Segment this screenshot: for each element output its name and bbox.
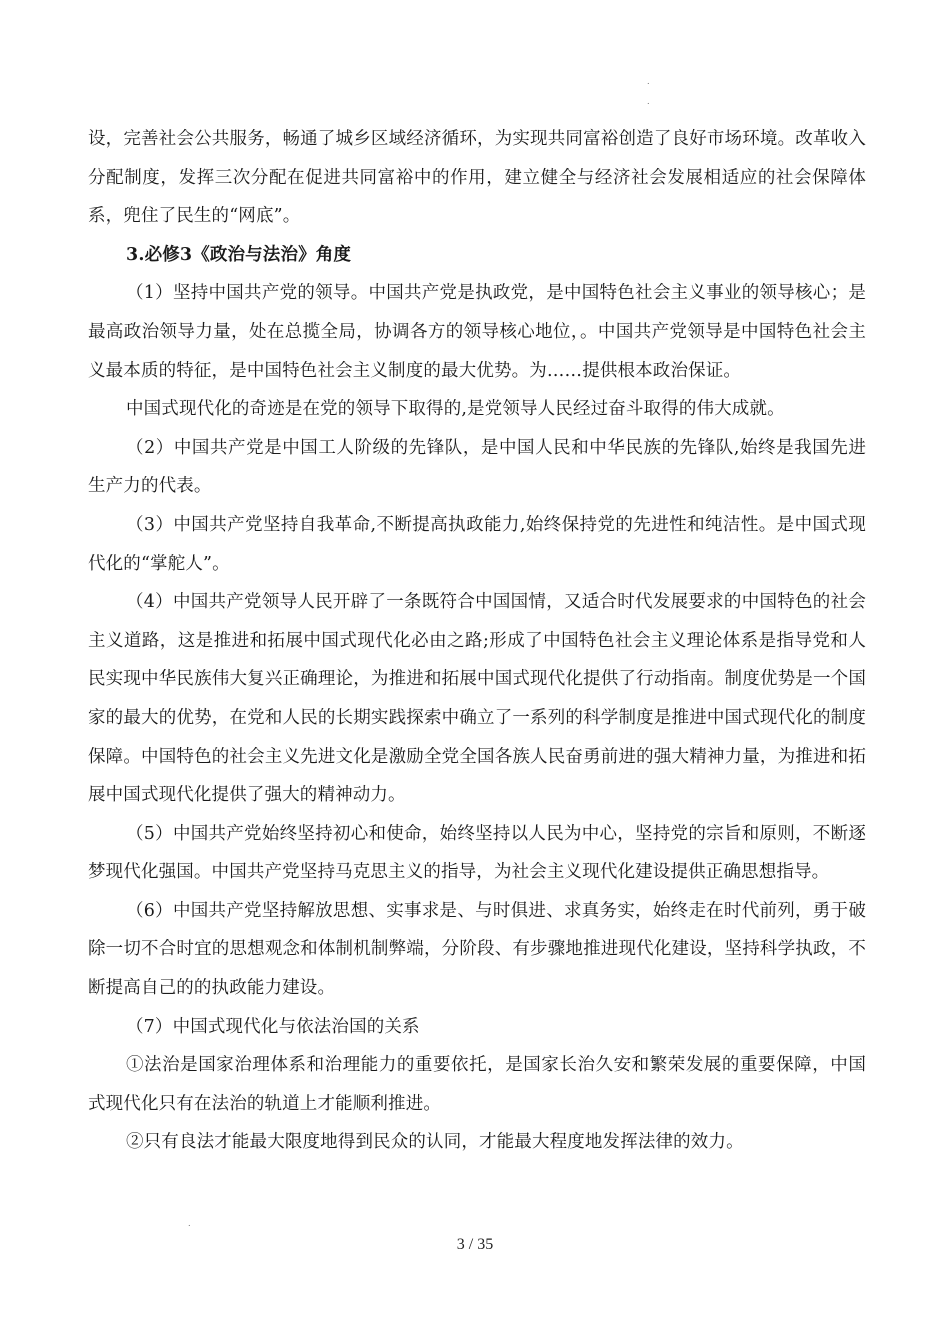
paragraph: （7）中国式现代化与依法治国的关系 <box>126 1016 420 1037</box>
paragraph: （5）中国共产党始终坚持初心和使命，始终坚持以人民为中心，坚持党的宗旨和原则，不断逐梦现代化强国。中国共产党坚持马克思主义的指导，为社会主义现代化建设提供正确思想指导。 <box>88 823 866 883</box>
paragraph: ②只有良法才能最大限度地得到民众的认同，才能最大程度地发挥法律的效力。 <box>126 1132 744 1153</box>
paragraph: 中国式现代化的奇迹是在党的领导下取得的,是党领导人民经过奋斗取得的伟大成就。 <box>126 399 785 420</box>
paragraph: （6）中国共产党坚持解放思想、实事求是、与时俱进、求真务实，始终走在时代前列，勇于破除一切不合时宜的思想观念和体制机制弊端，分阶段、有步骤地推进现代化建设，坚持科学执政，不断提高自己的的执政能力建设。 <box>88 900 866 999</box>
section-heading: 3.必修3《政治与法治》角度 <box>126 244 352 265</box>
paragraph-continuation: 设，完善社会公共服务，畅通了城乡区域经济循环，为实现共同富裕创造了良好市场环境。改革收入分配制度，发挥三次分配在促进共同富裕中的作用，建立健全与经济社会发展相适应的社会保障体系，兜住了民生的“网底”。 <box>88 129 866 227</box>
page-number: 3 / 35 <box>456 1236 494 1253</box>
corner-mark-top-1: . <box>647 77 650 86</box>
paragraph: （2）中国共产党是中国工人阶级的先锋队，是中国人民和中华民族的先锋队,始终是我国先进生产力的代表。 <box>88 437 866 497</box>
corner-mark-bottom: . <box>188 1219 191 1228</box>
document-body <box>88 120 866 1162</box>
paragraph: ①法治是国家治理体系和治理能力的重要依托，是国家长治久安和繁荣发展的重要保障，中国式现代化只有在法治的轨道上才能顺利推进。 <box>88 1055 866 1114</box>
paragraph: （3）中国共产党坚持自我革命,不断提高执政能力,始终保持党的先进性和纯洁性。是中国式现代化的“掌舵人”。 <box>88 514 866 574</box>
paragraph: （1）坚持中国共产党的领导。中国共产党是执政党，是中国特色社会主义事业的领导核心；是最高政治领导力量，处在总揽全局，协调各方的领导核心地位，。中国共产党领导是中国特色社会主义最本质的特征，是中国特色社会主义制度的最大优势。为……提供根本政治保证。 <box>88 283 866 381</box>
corner-mark-top-2: . <box>647 97 650 106</box>
paragraph: （4）中国共产党领导人民开辟了一条既符合中国国情，又适合时代发展要求的中国特色的社会主义道路，这是推进和拓展中国式现代化必由之路;形成了中国特色社会主义理论体系是指导党和人民实现中华民族伟大复兴正确理论，为推进和拓展中国式现代化提供了行动指南。制度优势是一个国家的最大的优势，在党和人民的长期实践探索中确立了一系列的科学制度是推进中国式现代化的制度保障。中国特色的社会主义先进文化是激励全党全国各族人民奋勇前进的强大精神力量，为推进和拓展中国式现代化提供了强大的精神动力。 <box>88 592 866 806</box>
